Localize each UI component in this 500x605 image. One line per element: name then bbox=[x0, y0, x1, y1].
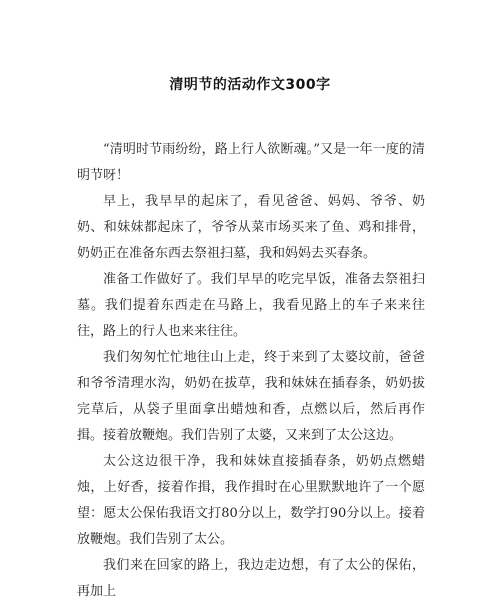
paragraph-5: 太公这边很干净，我和妹妹直接插春条，奶奶点燃蜡烛，上好香，接着作揖，我作揖时在心里默默地许了一个愿望：愿太公保佑我语文打80分以上，数学打90分以上。接着放鞭炮。我们告别了太公。 bbox=[77, 454, 425, 547]
paragraph-2: 早上，我早早的起床了，看见爸爸、妈妈、爷爷、奶奶、和妹妹都起床了，爷爷从菜市场买来了鱼、鸡和排骨，奶奶正在准备东西去祭祖扫墓，我和妈妈去买春条。 bbox=[77, 194, 425, 261]
paragraph-1: “清明时节雨纷纷，路上行人欲断魂。”又是一年一度的清明节呀！ bbox=[77, 142, 425, 183]
paragraph-4: 我们匆匆忙忙地往山上走，终于来到了太婆坟前，爸爸和爷爷清理水沟，奶奶在拔草，我和妹妹在插春条，奶奶拔完草后，从袋子里面拿出蜡烛和香，点燃以后，然后再作揖。接着放鞭炮。我们告别了太婆，又来到了太公这边。 bbox=[77, 350, 425, 443]
document-body bbox=[77, 137, 425, 605]
document-title: 清明节的活动作文300字 bbox=[169, 77, 331, 93]
paragraph-6: 我们来在回家的路上，我边走边想，有了太公的保佑，再加上 bbox=[77, 558, 425, 599]
paragraph-3: 准备工作做好了。我们早早的吃完早饭，准备去祭祖扫墓。我们提着东西走在马路上，我看见路上的车子来来往往，路上的行人也来来往往。 bbox=[77, 272, 425, 339]
